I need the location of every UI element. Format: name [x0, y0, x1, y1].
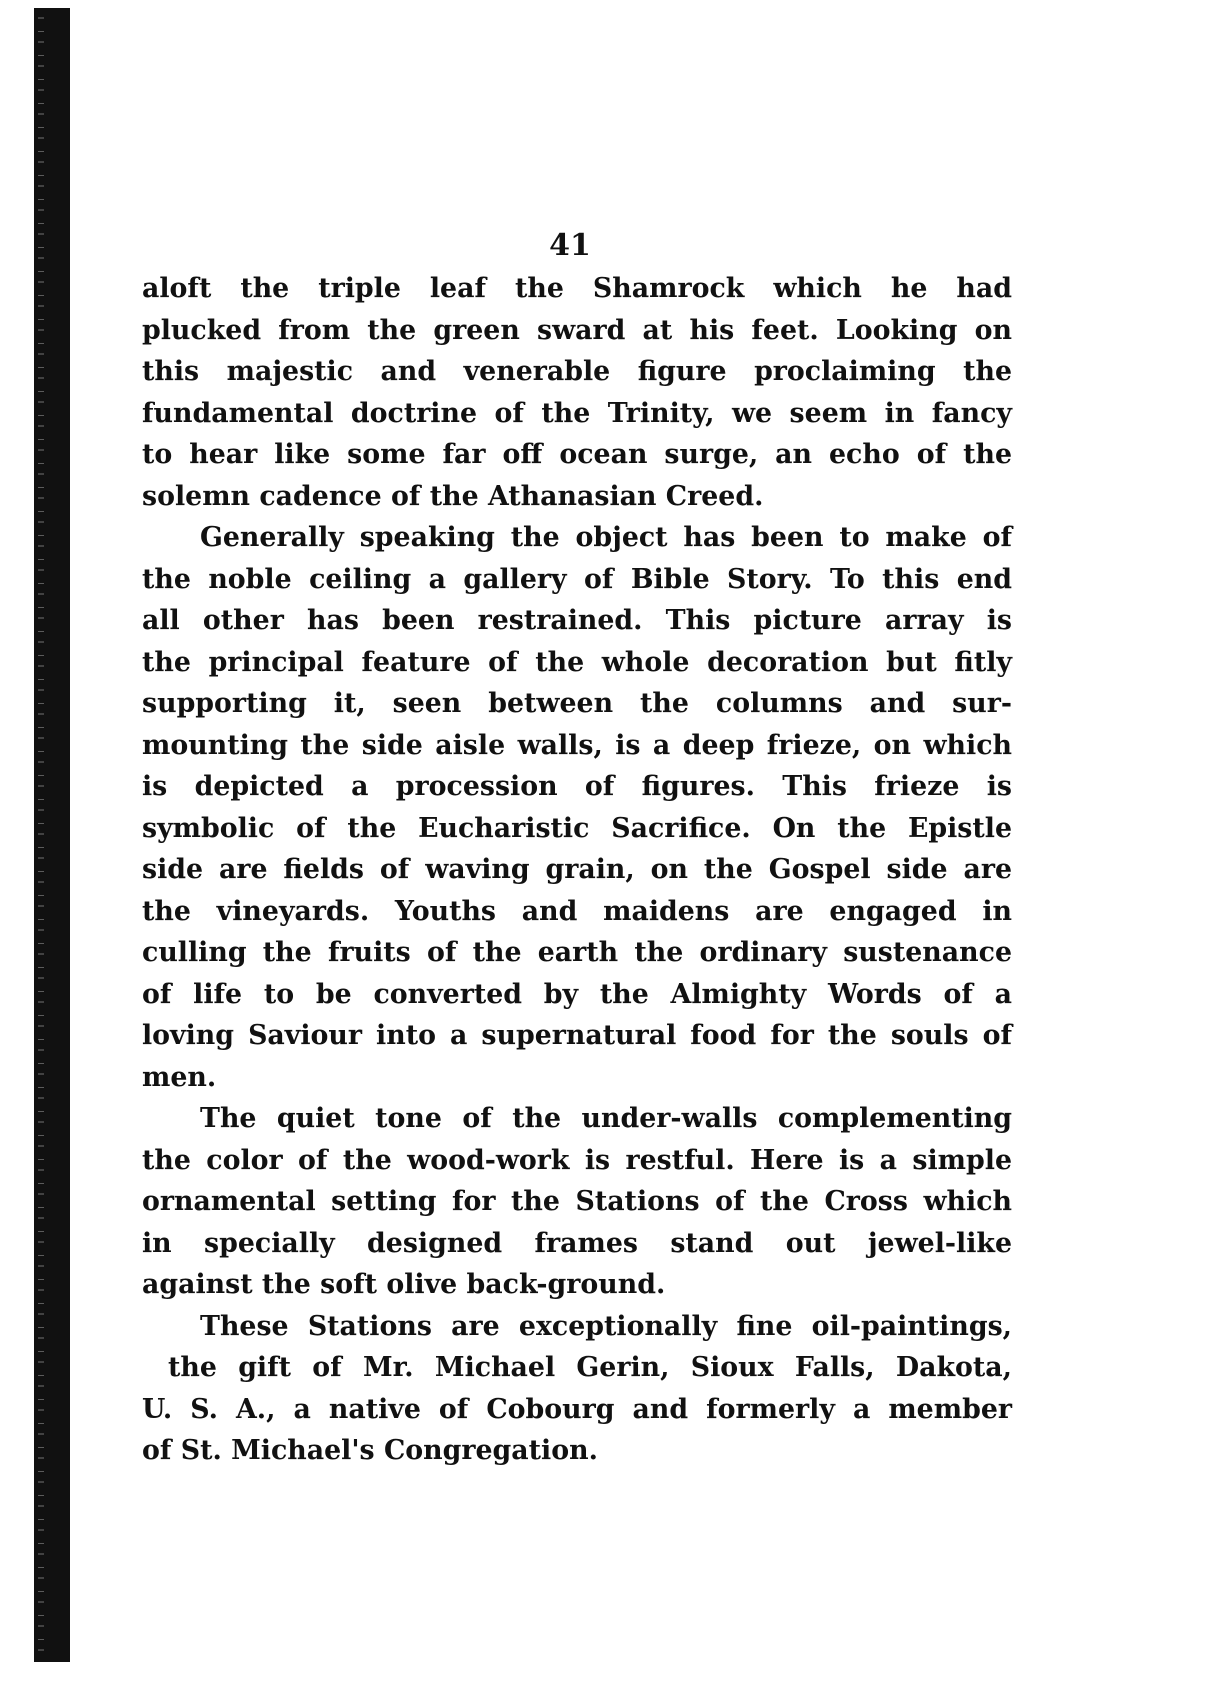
text-line: loving Saviour into a supernatural food for the souls of — [142, 1020, 1012, 1051]
text-line: the gift of Mr. Michael Gerin, Sioux Falls, Dakota, — [168, 1352, 1012, 1383]
text-line: of St. Michael's Congregation. — [142, 1435, 598, 1466]
text-line: of life to be converted by the Almighty Words of a — [142, 978, 1012, 1010]
text-line: all other has been restrained. This picture array is — [142, 605, 1012, 636]
text-line: Generally speaking the object has been to make of — [200, 522, 1012, 553]
text-line: this majestic and venerable figure proclaiming the — [142, 356, 1012, 387]
text-line: in specially designed frames stand out jewel-like — [142, 1227, 1012, 1259]
body-text — [142, 268, 1012, 1472]
text-line: culling the fruits of the earth the ordinary sustenance — [142, 937, 1012, 968]
page-number: 41 — [549, 228, 591, 263]
text-line: The quiet tone of the under-walls complementing — [200, 1103, 1012, 1134]
text-line: to hear like some far off ocean surge, an echo of the — [142, 439, 1012, 470]
text-line: the color of the wood-work is restful. Here is a simple — [142, 1144, 1012, 1176]
text-line: side are fields of waving grain, on the Gospel side are — [142, 854, 1012, 885]
text-line: solemn cadence of the Athanasian Creed. — [142, 480, 764, 512]
binding-edge — [34, 8, 70, 1662]
text-line: ornamental setting for the Stations of the Cross which — [142, 1186, 1012, 1217]
text-line: the principal feature of the whole decoration but fitly — [142, 646, 1012, 678]
text-line: is depicted a procession of figures. This frieze is — [142, 771, 1012, 802]
text-line: fundamental doctrine of the Trinity, we seem in fancy — [142, 397, 1012, 429]
text-line: symbolic of the Eucharistic Sacrifice. On the Epistle — [142, 812, 1012, 844]
text-line: aloft the triple leaf the Shamrock which he had — [142, 273, 1012, 304]
text-line: supporting it, seen between the columns and sur- — [142, 688, 1012, 719]
text-line: U. S. A., a native of Cobourg and formerly a member — [142, 1393, 1012, 1425]
text-line: plucked from the green sward at his feet. Looking on — [142, 314, 1012, 346]
text-line: mounting the side aisle walls, is a deep frieze, on which — [142, 729, 1012, 761]
text-line: the noble ceiling a gallery of Bible Story. To this end — [142, 563, 1012, 595]
text-line: men. — [142, 1061, 217, 1093]
text-line: against the soft olive back-ground. — [142, 1269, 666, 1300]
text-line: These Stations are exceptionally fine oil-paintings, — [200, 1310, 1012, 1342]
text-line: the vineyards. Youths and maidens are engaged in — [142, 895, 1012, 927]
